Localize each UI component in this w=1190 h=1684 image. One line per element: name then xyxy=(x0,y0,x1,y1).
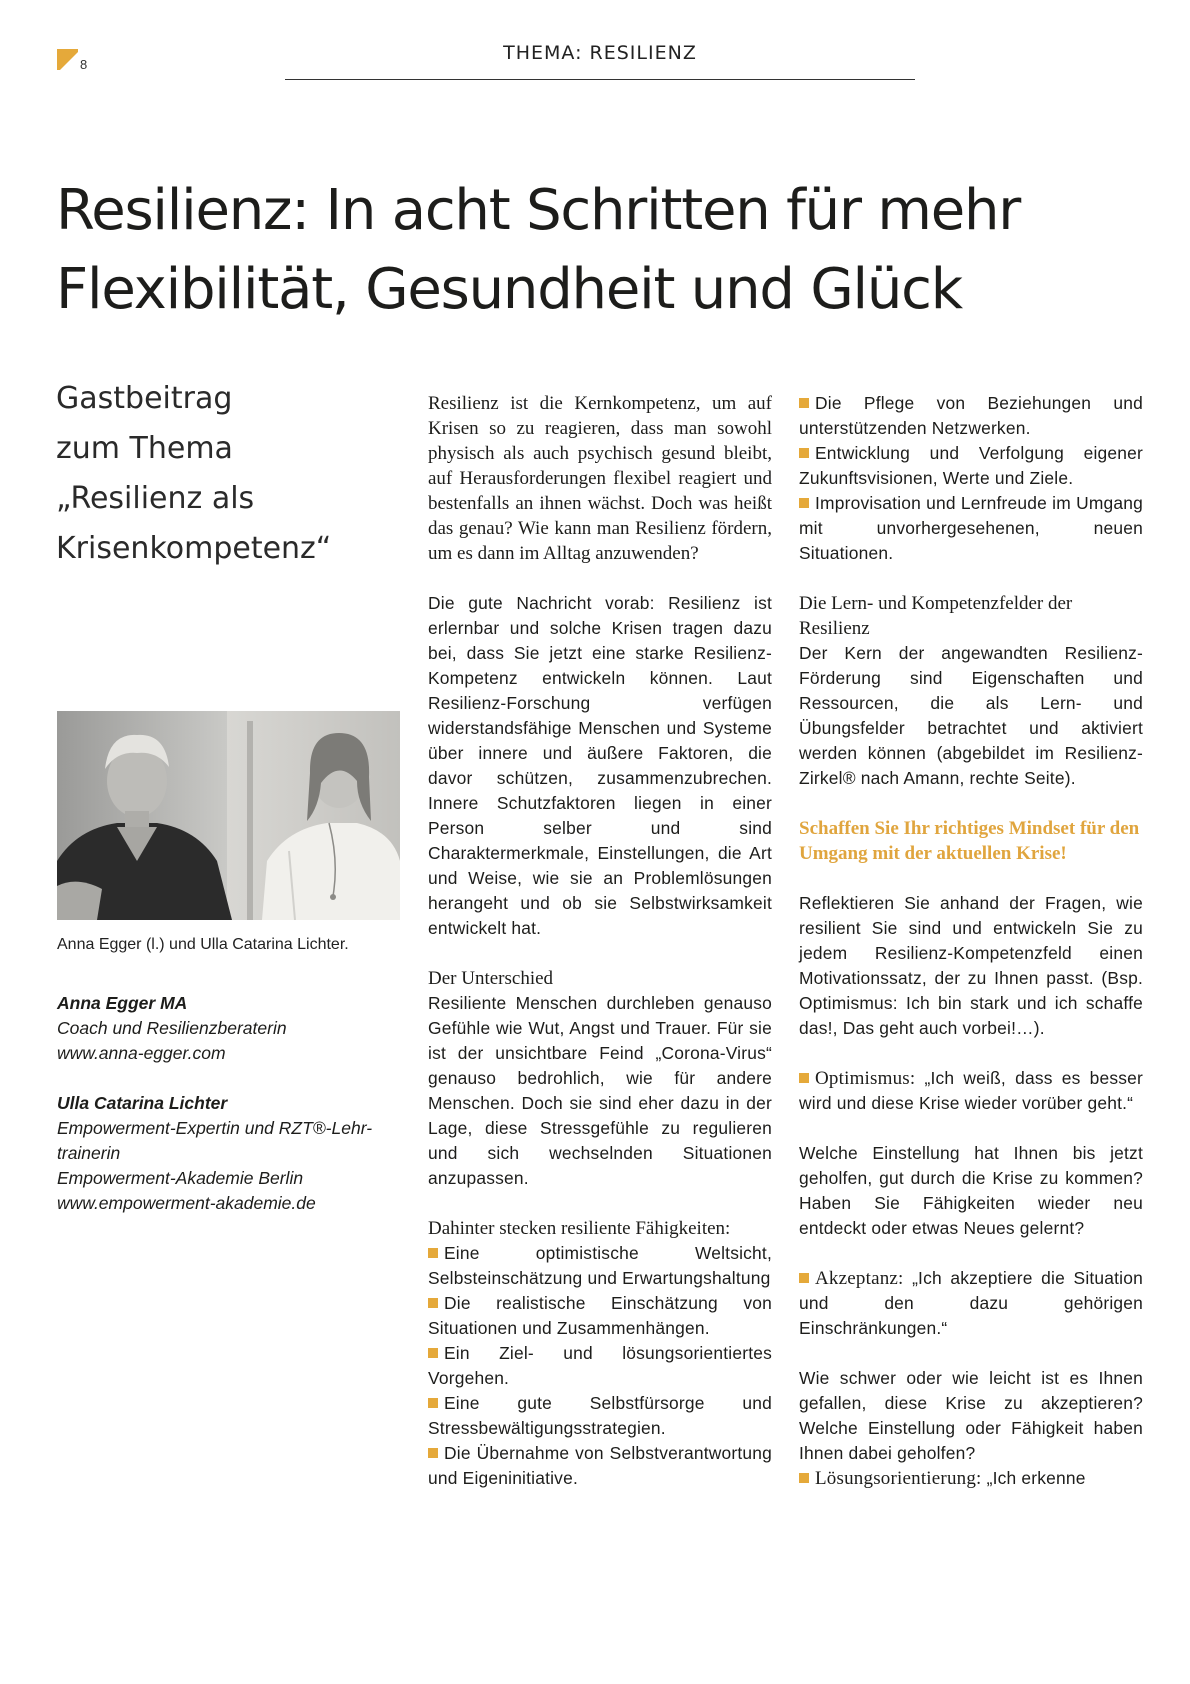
bullet-item: Die Übernahme von Selbstverantwortung und Eigeninitiative. xyxy=(428,1443,772,1488)
body-paragraph: Welche Einstellung hat Ihnen bis jetzt geholfen, gut durch die Krise zu kommen? Haben Sie Fähigkeiten wieder neu entdeckt oder etwas Neues gelernt? xyxy=(799,1143,1143,1238)
article-column-middle xyxy=(428,391,772,1491)
author-name: Ulla Catarina Lichter xyxy=(57,1093,228,1113)
competence-item-acceptance: Akzeptanz: „Ich akzeptiere die Situation und den dazu gehörigen Einschränkungen.“ xyxy=(799,1268,1143,1338)
author-block-1 xyxy=(57,991,407,1066)
author-role: Empowerment-Expertin und RZT®-Lehr- trainerin xyxy=(57,1118,373,1163)
square-bullet-icon xyxy=(799,448,809,458)
square-bullet-icon xyxy=(428,1298,438,1308)
article-title xyxy=(56,171,1156,329)
subheading: Der Unterschied xyxy=(428,968,554,989)
article-title-line-1: Resilienz: In acht Schritten für mehr xyxy=(56,178,1021,243)
bullet-item: Die realistische Einschätzung von Situationen und Zusammenhängen. xyxy=(428,1293,772,1338)
author-block-2 xyxy=(57,1091,407,1216)
author-role: Coach und Resilienzberaterin xyxy=(57,1018,287,1038)
bullet-item: Eine gute Selbstfürsorge und Stressbewältigungsstrategien. xyxy=(428,1393,772,1438)
square-bullet-icon xyxy=(428,1248,438,1258)
section-title: THEMA: RESILIENZ xyxy=(503,42,697,64)
body-paragraph: Wie schwer oder wie leicht ist es Ihnen gefallen, diese Krise zu akzeptieren? Welche Einstellung oder Fähigkeit haben Ihnen dabei geholfen? xyxy=(799,1368,1143,1463)
square-bullet-icon xyxy=(428,1398,438,1408)
article-title-line-2: Flexibilität, Gesundheit und Glück xyxy=(56,257,963,322)
guest-line-3: „Resilienz als xyxy=(56,481,255,516)
page-number: 8 xyxy=(80,57,88,72)
square-bullet-icon xyxy=(799,1073,809,1083)
bullet-item: Entwicklung und Verfolgung eigener Zukunftsvisionen, Werte und Ziele. xyxy=(799,443,1143,488)
author-name: Anna Egger MA xyxy=(57,993,188,1013)
header-divider xyxy=(285,79,915,80)
square-bullet-icon xyxy=(799,1473,809,1483)
highlight-callout: Schaffen Sie Ihr richtiges Mindset für den Umgang mit der aktuellen Krise! xyxy=(799,818,1140,864)
bullet-item: Die Pflege von Beziehungen und unterstützenden Netzwerken. xyxy=(799,393,1143,438)
guest-line-2: zum Thema xyxy=(56,431,233,466)
body-paragraph: Der Kern der angewandten Resilienz-Förderung sind Eigenschaften und Ressourcen, die als Lern- und Übungsfelder betrachtet und aktiviert werden können (abgebildet im Resilienz-Zirkel® nach Amann, rechte Seite). xyxy=(799,643,1143,788)
article-column-right xyxy=(799,391,1143,1491)
body-paragraph: Resiliente Menschen durchleben genauso Gefühle wie Wut, Angst und Trauer. Für sie ist der unsichtbare Feind „Corona-Virus“ genauso bedrohlich, wie für andere Menschen. Doch sie sind eher dazu in der Lage, diese Stressgefühle zu regulieren und sich wechselnden Situationen anzupassen. xyxy=(428,993,772,1188)
square-bullet-icon xyxy=(428,1448,438,1458)
photo-caption: Anna Egger (l.) und Ulla Catarina Lichter. xyxy=(57,936,349,953)
square-bullet-icon xyxy=(428,1348,438,1358)
author-website-link[interactable]: www.empowerment-akademie.de xyxy=(57,1193,316,1213)
bullet-item: Improvisation und Lernfreude im Umgang mit unvorhergesehenen, neuen Situationen. xyxy=(799,493,1143,563)
square-bullet-icon xyxy=(799,1273,809,1283)
subheading: Dahinter stecken resiliente Fähigkeiten: xyxy=(428,1218,731,1239)
author-website-link[interactable]: www.anna-egger.com xyxy=(57,1043,226,1063)
guest-line-4: Krisenkompetenz“ xyxy=(56,531,332,566)
intro-paragraph: Resilienz ist die Kernkompetenz, um auf Krisen so zu reagieren, dass man sowohl physisch als auch psychisch gesund bleibt, auf Herausforderungen flexibel reagiert und bestenfalls an ihnen wächst. Doch was heißt das genau? Wie kann man Resilienz fördern, um es dann im Alltag anzuwenden? xyxy=(428,393,772,564)
authors-photo xyxy=(57,711,400,920)
square-bullet-icon xyxy=(799,498,809,508)
corner-mark-icon xyxy=(57,49,78,70)
bullet-item: Ein Ziel- und lösungsorientiertes Vorgehen. xyxy=(428,1343,772,1388)
guest-contribution-heading xyxy=(56,374,386,574)
author-organization: Empowerment-Akademie Berlin xyxy=(57,1168,304,1188)
competence-item-optimism: Optimismus: „Ich weiß, dass es besser wird und diese Krise wieder vorüber geht.“ xyxy=(799,1068,1143,1113)
guest-line-1: Gastbeitrag xyxy=(56,381,233,416)
square-bullet-icon xyxy=(799,398,809,408)
body-paragraph: Die gute Nachricht vorab: Resilienz ist erlernbar und solche Krisen tragen dazu bei, dass Sie jetzt eine starke Resilienz-Kompetenz entwickeln können. Laut Resilienz-Forschung verfügen widerstandsfähige Menschen und Systeme über innere und äußere Faktoren, die davor schützen, zusammenzubrechen. Innere Schutzfaktoren liegen in einer Person selber und sind Charaktermerkmale, Einstellungen, die Art und Weise, wie sie an Problemlösungen herangeht und ob sie Selbstwirksamkeit entwickelt hat. xyxy=(428,593,772,938)
subheading: Die Lern- und Kompetenzfelder der Resilienz xyxy=(799,593,1073,639)
competence-item-solution: Lösungsorientierung: „Ich erkenne xyxy=(799,1466,1143,1491)
body-paragraph: Reflektieren Sie anhand der Fragen, wie resilient Sie sind und entwickeln Sie zu jedem Resilienz-Kompetenzfeld einen Motivationssatz, der zu Ihnen passt. (Bsp. Optimismus: Ich bin stark und ich schaffe das!, Das geht auch vorbei!…). xyxy=(799,893,1143,1038)
bullet-item: Eine optimistische Weltsicht, Selbsteinschätzung und Erwartungshaltung xyxy=(428,1243,772,1288)
